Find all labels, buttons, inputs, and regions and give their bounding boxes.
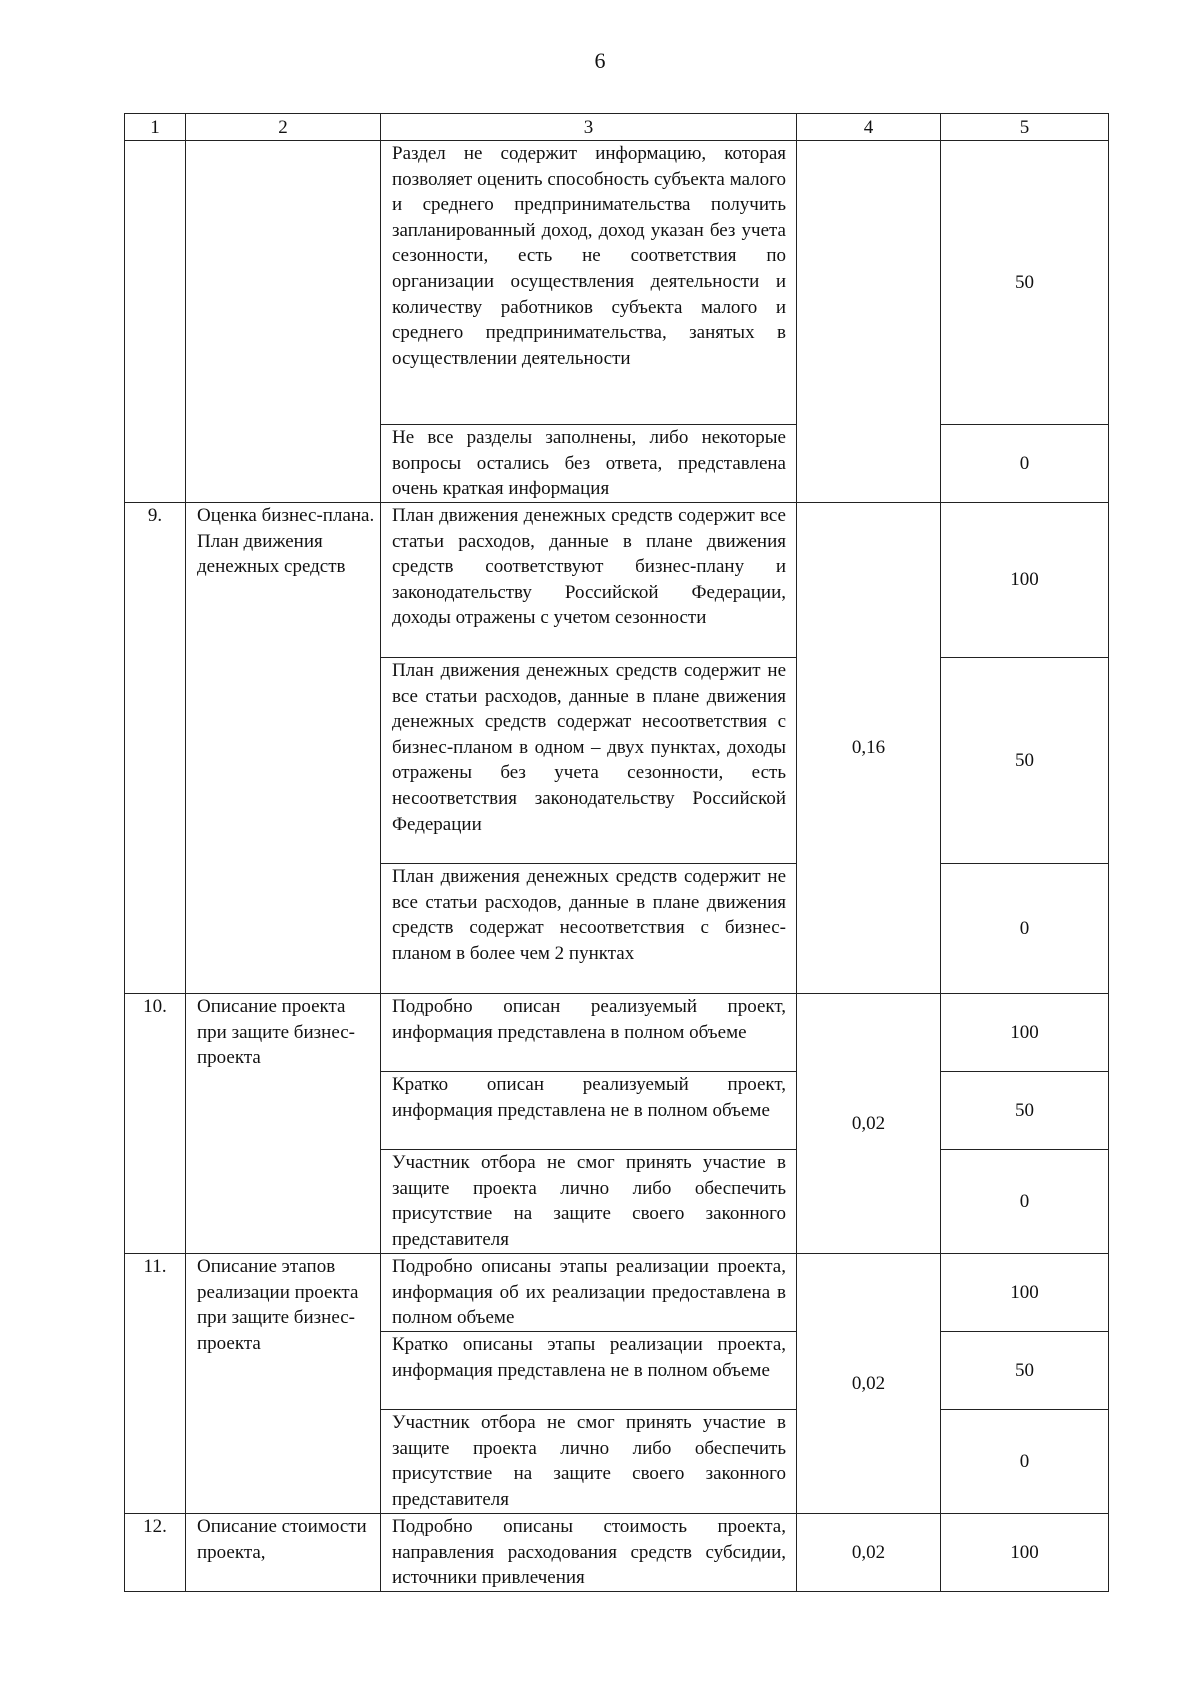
- level-score: 0: [941, 425, 1109, 503]
- header-cell-4: 4: [797, 114, 941, 141]
- level-score: 50: [941, 141, 1109, 425]
- level-score: 0: [941, 864, 1109, 994]
- criterion-name: Описание стоимости проекта,: [186, 1514, 381, 1592]
- criterion-weight: 0,16: [797, 503, 941, 994]
- level-description: Кратко описан реализуемый проект, информация представлена не в полном объеме: [381, 1072, 797, 1150]
- criterion-number: 10.: [125, 994, 186, 1254]
- table-row: [125, 503, 1109, 658]
- criterion-number: 11.: [125, 1254, 186, 1514]
- level-score: 50: [941, 1332, 1109, 1410]
- level-score: 100: [941, 994, 1109, 1072]
- level-score: 0: [941, 1150, 1109, 1254]
- criterion-number: 9.: [125, 503, 186, 994]
- level-score: 100: [941, 1254, 1109, 1332]
- level-description: Подробно описаны этапы реализации проекта, информация об их реализации предоставлена в полном объеме: [381, 1254, 797, 1332]
- level-description: Участник отбора не смог принять участие в защите проекта лично либо обеспечить присутствие на защите своего законного представителя: [381, 1410, 797, 1514]
- level-description: Раздел не содержит информацию, которая позволяет оценить способность субъекта малого и среднего предпринимательства получить запланированный доход, доход указан без учета сезонности, есть не соответствия по организации осуществления деятельности и количеству работников субъекта малого и среднего предпринимательства, занятых в осуществлении деятельности: [381, 141, 797, 425]
- level-description: Подробно описаны стоимость проекта, направления расходования средств субсидии, источники привлечения: [381, 1514, 797, 1592]
- level-description: План движения денежных средств содержит не все статьи расходов, данные в плане движения средств содержат несоответствия с бизнес-планом в более чем 2 пунктах: [381, 864, 797, 994]
- table-row: [125, 994, 1109, 1072]
- criterion-name: Описание этапов реализации проекта при защите бизнес-проекта: [186, 1254, 381, 1514]
- table-row: [125, 1254, 1109, 1332]
- level-score: 0: [941, 1410, 1109, 1514]
- table-row: [125, 141, 1109, 425]
- level-score: 100: [941, 1514, 1109, 1592]
- level-description: План движения денежных средств содержит не все статьи расходов, данные в плане движения денежных средств содержат несоответствия с бизнес-планом в одном – двух пунктах, доходы отражены без учета сезонности, есть несоответствия законодательству Российской Федерации: [381, 658, 797, 864]
- level-score: 50: [941, 658, 1109, 864]
- header-cell-1: 1: [125, 114, 186, 141]
- criterion-weight: 0,02: [797, 994, 941, 1254]
- level-description: Подробно описан реализуемый проект, информация представлена в полном объеме: [381, 994, 797, 1072]
- criterion-weight-cell: [797, 141, 941, 503]
- table-header-row: [125, 114, 1109, 141]
- criterion-weight: 0,02: [797, 1514, 941, 1592]
- level-description: Не все разделы заполнены, либо некоторые вопросы остались без ответа, представлена очень краткая информация: [381, 425, 797, 503]
- table-row: [125, 1514, 1109, 1592]
- header-cell-5: 5: [941, 114, 1109, 141]
- criterion-name: Описание проекта при защите бизнес-проекта: [186, 994, 381, 1254]
- level-description: Кратко описаны этапы реализации проекта, информация представлена не в полном объеме: [381, 1332, 797, 1410]
- level-score: 100: [941, 503, 1109, 658]
- page-number: 6: [594, 48, 606, 73]
- header-cell-2: 2: [186, 114, 381, 141]
- level-description: План движения денежных средств содержит все статьи расходов, данные в плане движения средств соответствуют бизнес-плану и законодательству Российской Федерации, доходы отражены с учетом сезонности: [381, 503, 797, 658]
- criterion-weight: 0,02: [797, 1254, 941, 1514]
- criterion-number-cell: [125, 141, 186, 503]
- level-description: Участник отбора не смог принять участие в защите проекта лично либо обеспечить присутствие на защите своего законного представителя: [381, 1150, 797, 1254]
- criteria-table: [124, 113, 1109, 1592]
- criterion-name: Оценка бизнес-плана. План движения денежных средств: [186, 503, 381, 994]
- criterion-name-cell: [186, 141, 381, 503]
- level-score: 50: [941, 1072, 1109, 1150]
- header-cell-3: 3: [381, 114, 797, 141]
- criterion-number: 12.: [125, 1514, 186, 1592]
